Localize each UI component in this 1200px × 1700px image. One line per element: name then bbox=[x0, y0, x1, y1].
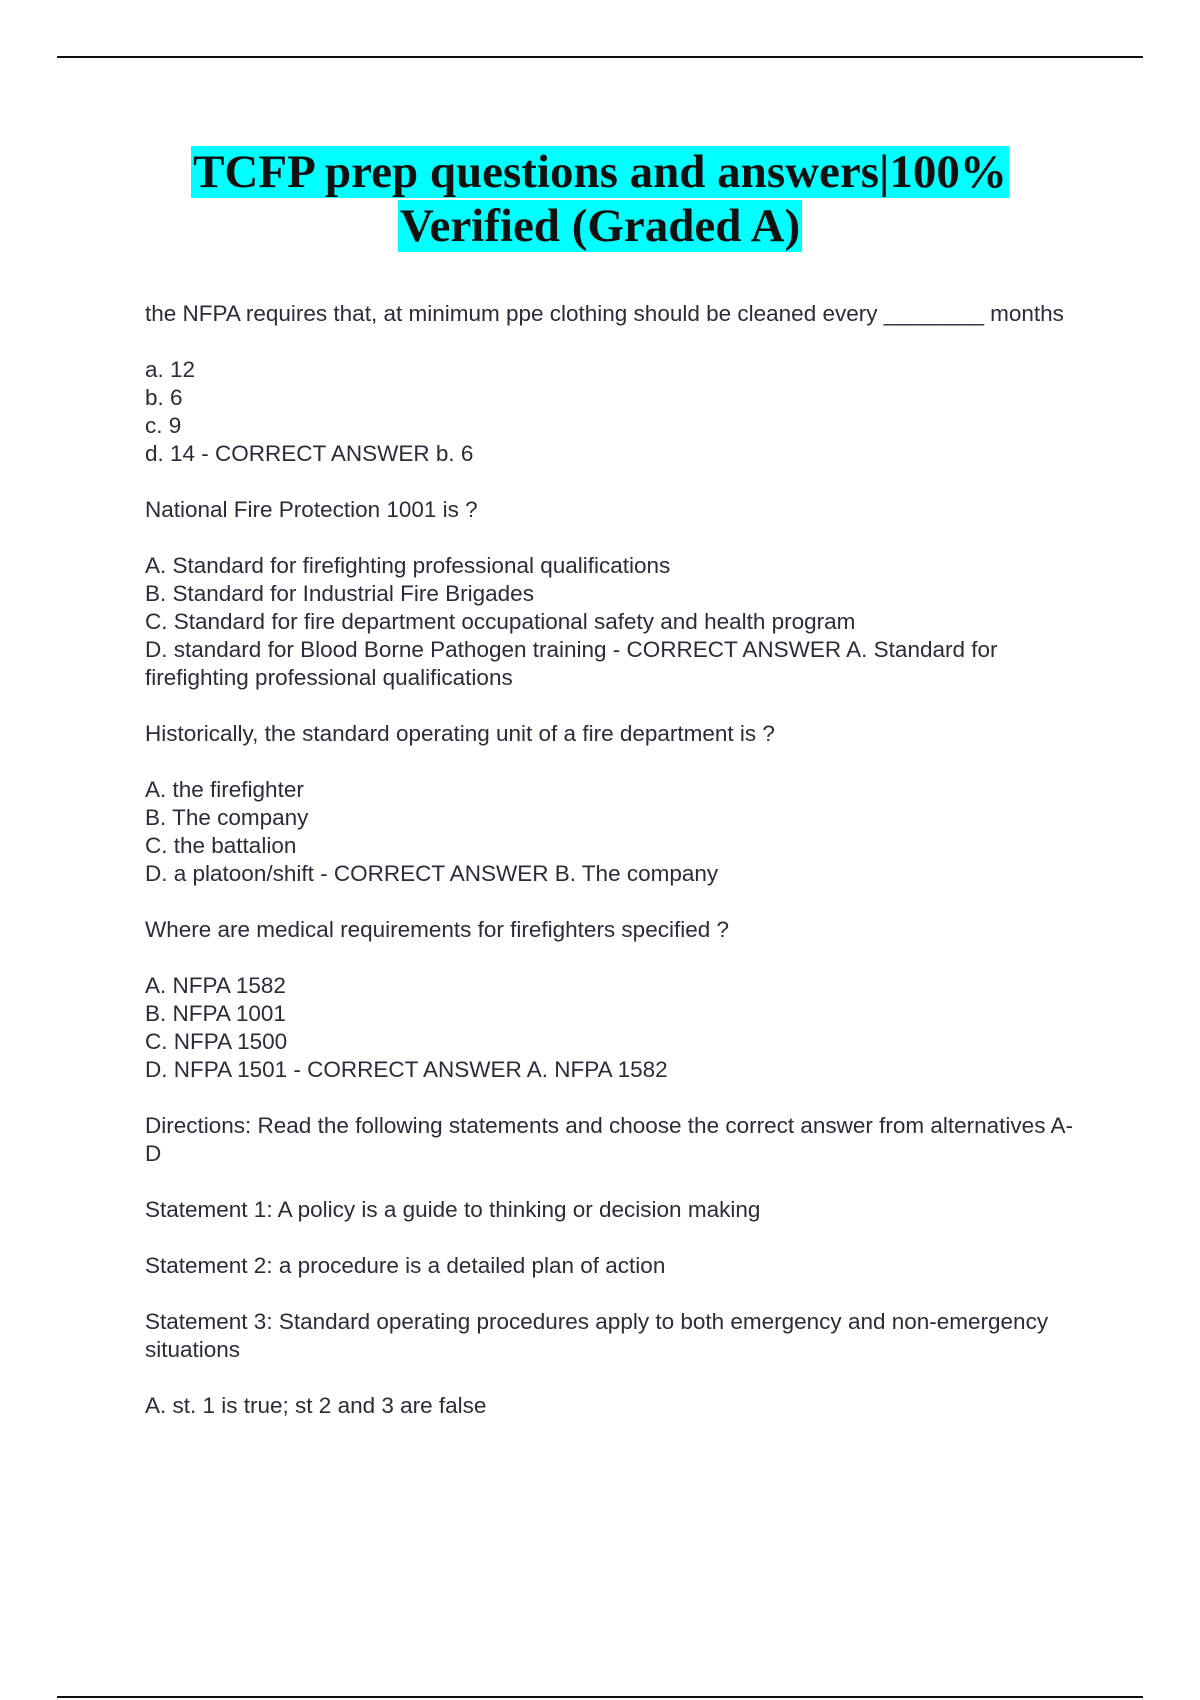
option: B. NFPA 1001 bbox=[145, 1001, 286, 1026]
header-rule bbox=[57, 56, 1143, 58]
statement: Statement 2: a procedure is a detailed plan of action bbox=[145, 1253, 666, 1278]
question-prompt: Where are medical requirements for firefighters specified ? bbox=[145, 917, 730, 942]
question-prompt: the NFPA requires that, at minimum ppe clothing should be cleaned every ________ months bbox=[145, 301, 1064, 326]
question-prompt: Historically, the standard operating unit of a fire department is ? bbox=[145, 721, 775, 746]
option: A. NFPA 1582 bbox=[145, 973, 286, 998]
option: D. standard for Blood Borne Pathogen training - CORRECT ANSWER A. Standard for firefighting professional qualifications bbox=[145, 637, 998, 690]
document-title bbox=[0, 145, 1200, 253]
statement: Statement 3: Standard operating procedures apply to both emergency and non-emergency situations bbox=[145, 1309, 1049, 1362]
document-body bbox=[145, 300, 1075, 1448]
footer-rule bbox=[57, 1696, 1143, 1698]
statement: Statement 1: A policy is a guide to thinking or decision making bbox=[145, 1197, 761, 1222]
option: c. 9 bbox=[145, 413, 182, 438]
question-prompt: National Fire Protection 1001 is ? bbox=[145, 497, 478, 522]
option: A. Standard for firefighting professional qualifications bbox=[145, 553, 671, 578]
question-options bbox=[145, 552, 1075, 692]
answer-option: A. st. 1 is true; st 2 and 3 are false bbox=[145, 1393, 487, 1418]
option: D. a platoon/shift - CORRECT ANSWER B. The company bbox=[145, 861, 719, 886]
option: B. Standard for Industrial Fire Brigades bbox=[145, 581, 534, 606]
title-line-2: Verified (Graded A) bbox=[399, 200, 801, 252]
title-line-1: TCFP prep questions and answers|100% bbox=[193, 146, 1007, 198]
directions-text: Directions: Read the following statements and choose the correct answer from alternatives A-D bbox=[145, 1113, 1073, 1166]
option: C. NFPA 1500 bbox=[145, 1029, 288, 1054]
option: B. The company bbox=[145, 805, 309, 830]
option: b. 6 bbox=[145, 385, 183, 410]
option: d. 14 - CORRECT ANSWER b. 6 bbox=[145, 441, 474, 466]
question-options bbox=[145, 972, 1075, 1084]
option: C. the battalion bbox=[145, 833, 297, 858]
question-options bbox=[145, 356, 1075, 468]
option: A. the firefighter bbox=[145, 777, 304, 802]
option: C. Standard for fire department occupational safety and health program bbox=[145, 609, 856, 634]
option: D. NFPA 1501 - CORRECT ANSWER A. NFPA 1582 bbox=[145, 1057, 668, 1082]
question-options bbox=[145, 776, 1075, 888]
option: a. 12 bbox=[145, 357, 196, 382]
